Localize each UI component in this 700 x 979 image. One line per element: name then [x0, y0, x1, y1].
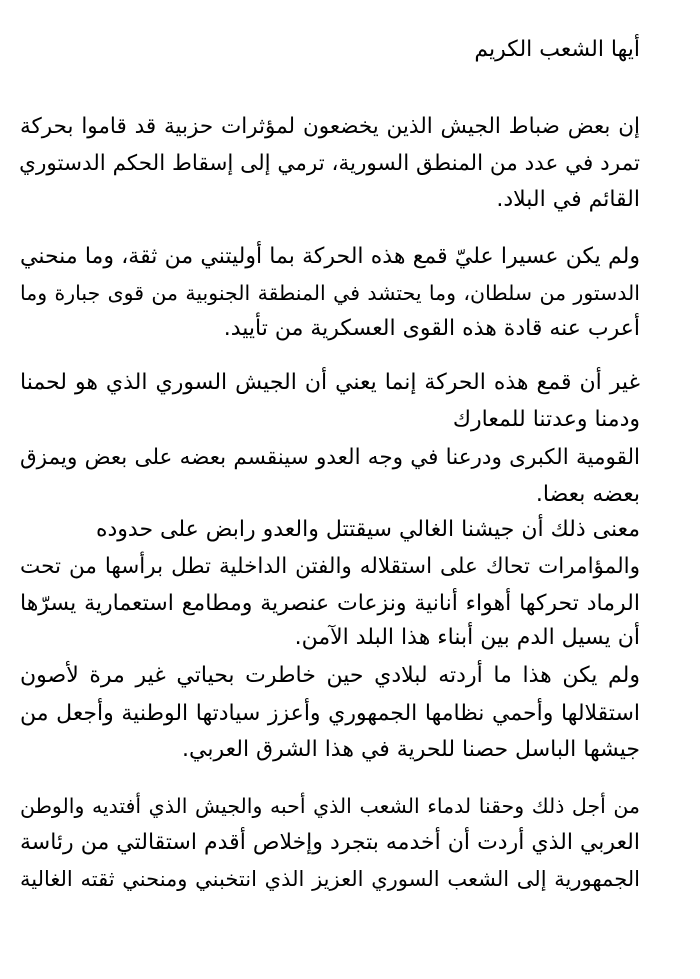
salutation: أيها الشعب الكريم — [474, 37, 640, 62]
paragraph-3-line-9: ولم يكن هذا ما أردته لبلادي حين خاطرت بحياتي غير مرة لأصون — [20, 663, 640, 688]
paragraph-4-line-3: الجمهورية إلى الشعب السوري العزيز الذي انتخبني ومنحني ثقته الغالية — [20, 867, 640, 891]
paragraph-3-line-5: معنى ذلك أن جيشنا الغالي سيقتتل والعدو رابض على حدوده — [95, 517, 640, 542]
paragraph-2-line-2: الدستور من سلطان، وما يحتشد في المنطقة الجنوبية من قوى جبارة وما — [20, 281, 640, 305]
paragraph-3-line-10: استقلالها وأحمي نظامها الجمهوري وأعزز سيادتها الوطنية وأجعل من — [20, 701, 640, 726]
paragraph-1-line-2: تمرد في عدد من المنطق السورية، ترمي إلى إسقاط الحكم الدستوري — [19, 151, 640, 176]
paragraph-1-line-3: القائم في البلاد. — [496, 187, 640, 212]
paragraph-3-line-2: ودمنا وعدتنا للمعارك — [452, 407, 640, 432]
paragraph-3-line-6: والمؤامرات تحاك على استقلاله والفتن الداخلية تطل برأسها من تحت — [20, 554, 640, 579]
paragraph-2-line-3: أعرب عنه قادة هذه القوى العسكرية من تأييد. — [223, 316, 640, 341]
paragraph-3-line-4: بعضه بعضا. — [535, 482, 640, 507]
paragraph-4-line-1: من أجل ذلك وحقنا لدماء الشعب الذي أحبه والجيش الذي أفتديه والوطن — [20, 794, 640, 818]
paragraph-4-line-2: العربي الذي أردت أن أخدمه بتجرد وإخلاص أقدم استقالتي من رئاسة — [20, 830, 640, 855]
paragraph-3-line-3: القومية الكبرى ودرعنا في وجه العدو سينقسم بعضه على بعض ويمزق — [20, 445, 640, 470]
paragraph-3-line-7: الرماد تحركها أهواء أنانية ونزعات عنصرية ومطامع استعمارية يسرّها — [20, 591, 640, 616]
paragraph-2-line-1: ولم يكن عسيرا عليّ قمع هذه الحركة بما أوليتني من ثقة، وما منحني — [20, 244, 640, 269]
paragraph-1-line-1: إن بعض ضباط الجيش الذين يخضعون لمؤثرات حزبية قد قاموا بحركة — [20, 114, 640, 139]
paragraph-3-line-1: غير أن قمع هذه الحركة إنما يعني أن الجيش السوري الذي هو لحمنا — [20, 370, 640, 395]
paragraph-3-line-11: جيشها الباسل حصنا للحرية في هذا الشرق العربي. — [182, 737, 640, 762]
paragraph-3-line-8: أن يسيل الدم بين أبناء هذا البلد الآمن. — [294, 625, 640, 650]
